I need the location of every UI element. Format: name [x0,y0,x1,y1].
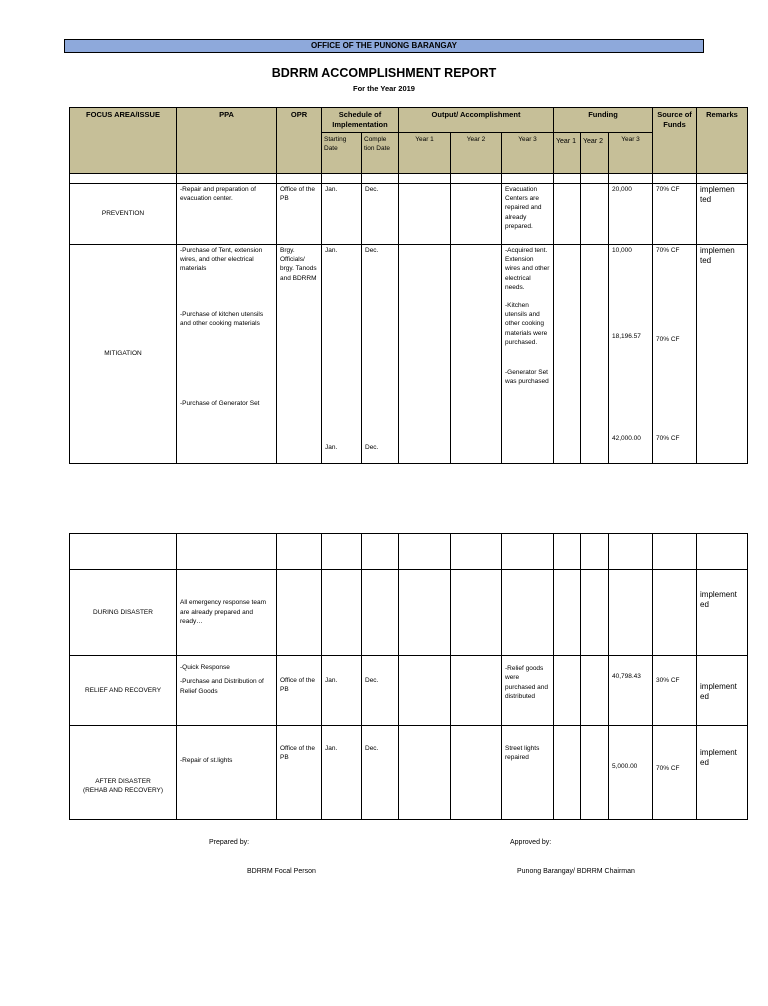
row-after-disaster [70,726,748,820]
report-subtitle: For the Year 2019 [353,84,415,93]
report-title: BDRRM ACCOMPLISHMENT REPORT [271,66,497,80]
col-focus: FOCUS AREA/ISSUE [70,108,177,174]
focus-during: DURING DISASTER [70,570,177,656]
fund-mitigation-2: 18,196.57 [612,332,641,340]
output-after: Street lights repaired [502,726,554,820]
col-starting-date: Starting Date [322,132,362,173]
remarks-relief: implement ed [697,656,748,726]
row-relief-recovery [70,656,748,726]
source-mitigation-1: 70% CF [656,246,680,254]
row-mitigation [70,244,748,463]
col-output-year1: Year 1 [399,132,451,173]
col-fund-year3: Year 3 [609,132,653,173]
col-output: Output/ Accomplishment [399,108,554,133]
fund-mitigation-1: 10,000 [612,246,632,254]
remarks-mitigation: implemen ted [697,244,748,463]
start-relief: Jan. [322,656,362,726]
blank-row [70,534,748,570]
focus-prevention: PREVENTION [70,183,177,244]
focus-relief: RELIEF AND RECOVERY [70,656,177,726]
focal-person-label: BDRRM Focal Person [247,868,316,875]
source-mitigation-3: 70% CF [656,434,680,442]
focus-after-1: AFTER DISASTER [95,777,151,785]
ppa-mitigation-3: -Purchase of Generator Set [180,399,260,407]
remarks-during: implement ed [697,570,748,656]
row-prevention [70,183,748,244]
col-ppa: PPA [177,108,277,174]
opr-after: Office of the PB [277,726,322,820]
end-prevention: Dec. [362,183,399,244]
col-opr: OPR [277,108,322,174]
output-relief: -Relief goods were purchased and distributed [502,656,554,726]
output-mitigation-3: -Generator Set was purchased [505,368,549,386]
col-output-year3: Year 3 [502,132,554,173]
col-remarks: Remarks [697,108,748,174]
end-relief: Dec. [362,656,399,726]
col-fund-year1: Year 1 [554,132,581,173]
ppa-relief-1: -Quick Response [180,664,230,671]
opr-mitigation: Brgy. Officials/ brgy. Tanods and BDRRM [277,244,322,463]
start-mitigation-3: Jan. [325,443,338,451]
fund-prevention: 20,000 [609,183,653,244]
ppa-mitigation-2: -Purchase of kitchen utensils and other cooking materials [180,310,264,328]
opr-prevention: Office of the PB [277,183,322,244]
output-prevention: Evacuation Centers are repaired and already prepared. [502,183,554,244]
office-banner: OFFICE OF THE PUNONG BARANGAY [64,39,704,53]
start-prevention: Jan. [322,183,362,244]
fund-after: 5,000.00 [609,726,653,820]
blank-row [70,173,748,183]
ppa-after: -Repair of st.lights [177,726,277,820]
fund-relief: 40,798.43 [609,656,653,726]
start-after: Jan. [322,726,362,820]
start-mitigation-1: Jan. [325,246,338,254]
output-mitigation-1: -Acquired tent. Extension wires and other electrical needs. [505,246,550,292]
col-fund-year2: Year 2 [581,132,609,173]
end-after: Dec. [362,726,399,820]
focus-mitigation: MITIGATION [70,244,177,463]
source-after: 70% CF [653,726,697,820]
remarks-after: implement ed [697,726,748,820]
source-relief: 30% CF [653,656,697,726]
accomplishment-table-bottom [69,533,748,820]
row-during-disaster [70,570,748,656]
end-mitigation-3: Dec. [365,443,379,451]
end-mitigation-1: Dec. [365,246,379,254]
col-output-year2: Year 2 [451,132,502,173]
col-funding: Funding [554,108,653,133]
source-prevention: 70% CF [653,183,697,244]
ppa-prevention: -Repair and preparation of evacuation center. [177,183,277,244]
fund-mitigation-3: 42,000.00 [612,434,641,442]
ppa-during: All emergency response team are already prepared and ready… [177,570,277,656]
chairman-label: Punong Barangay/ BDRRM Chairman [517,868,635,875]
opr-relief: Office of the PB [277,656,322,726]
col-completion-date: Comple tion Date [362,132,399,173]
output-mitigation-2: -Kitchen utensils and other cooking materials were purchased. [505,301,548,347]
accomplishment-table-top [69,107,748,464]
focus-after-2: (REHAB AND RECOVERY) [82,787,164,794]
source-mitigation-2: 70% CF [656,335,680,343]
col-source: Source of Funds [653,108,697,174]
col-schedule: Schedule of Implementation [322,108,399,133]
prepared-by-label: Prepared by: [209,839,250,846]
approved-by-label: Approved by: [510,839,552,846]
ppa-relief-2: -Purchase and Distribution of Relief Goods [180,678,264,695]
remarks-prevention: implemen ted [697,183,748,244]
ppa-mitigation-1: -Purchase of Tent, extension wires, and other electrical materials [180,246,263,273]
